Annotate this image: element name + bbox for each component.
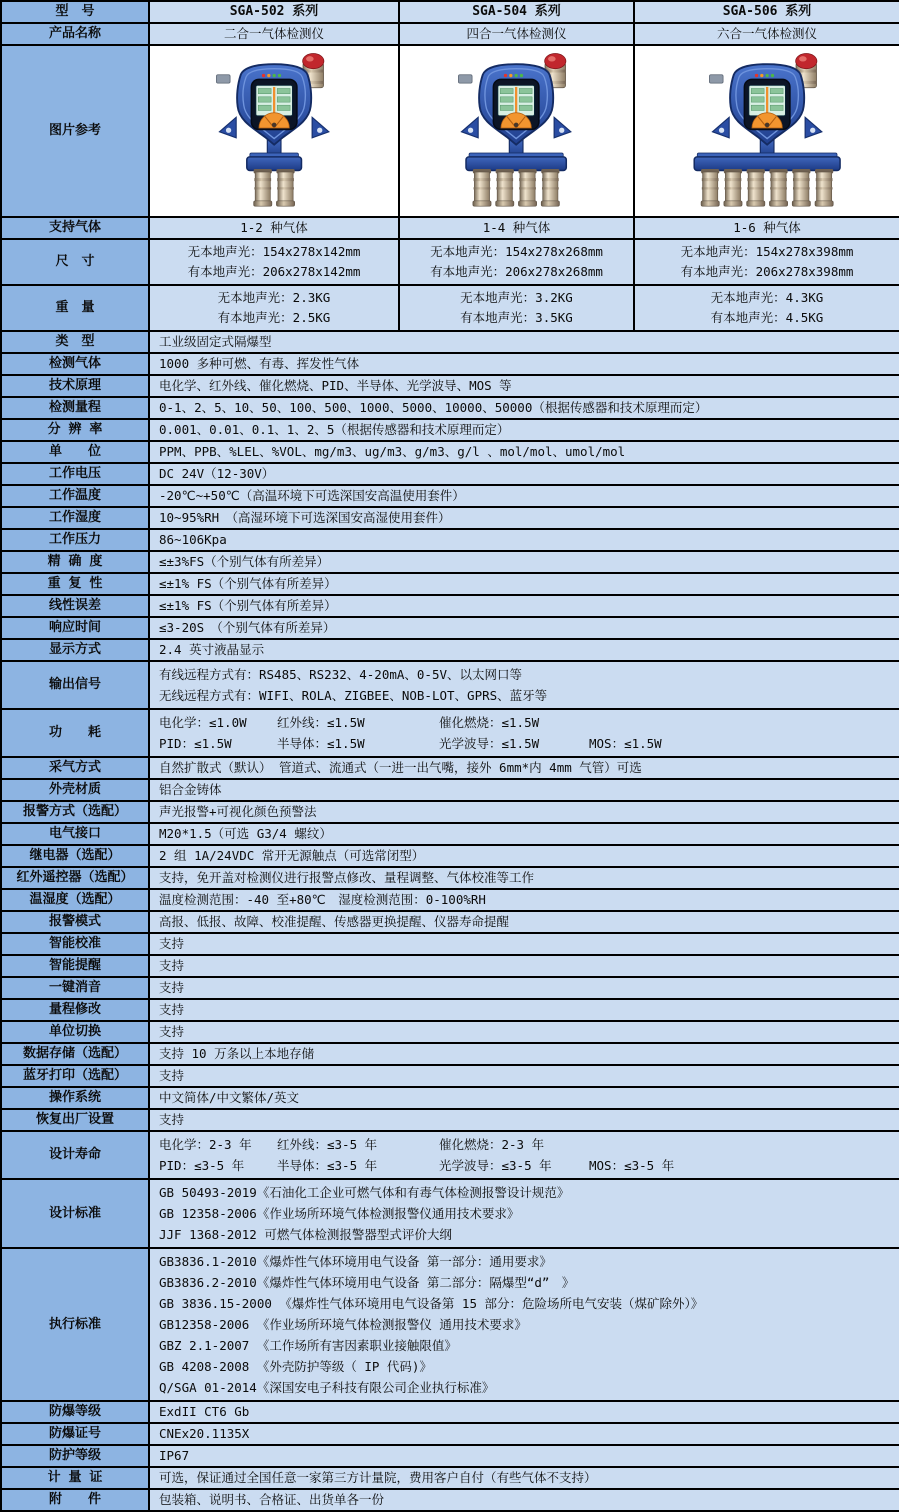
table-row	[1, 463, 899, 485]
gas-detector-illustration	[425, 52, 607, 210]
spec-value-line: 有本地声光：206x278x398mm	[680, 264, 854, 279]
spec-label-cell: 重 复 性	[1, 573, 149, 595]
spec-label-cell: 显示方式	[1, 639, 149, 661]
spec-value-cell	[634, 285, 899, 331]
spec-value-cell	[149, 1248, 899, 1401]
spec-label-cell: 防爆等级	[1, 1401, 149, 1423]
beacon-red-dome	[795, 54, 816, 69]
spec-value-line: 有线远程方式有：RS485、RS232、4-20mA、0-5V、以太网口等	[159, 667, 523, 682]
spec-value-cell	[149, 1131, 899, 1179]
spec-value-line: 无本地声光：154x278x268mm	[430, 244, 603, 259]
beacon-red-dome	[545, 54, 566, 69]
spec-value-cell: 0-1、2、5、10、50、100、500、1000、5000、10000、50000（根据传感器和技术原理而定）	[149, 397, 899, 419]
table-row	[1, 1065, 899, 1087]
spec-value-line: 有本地声光：3.5KG	[460, 310, 573, 325]
spec-label-cell: 计 量 证	[1, 1467, 149, 1489]
spec-value-cell: ExdII CT6 Gb	[149, 1401, 899, 1423]
device-image-cell	[149, 45, 399, 217]
table-row	[1, 779, 899, 801]
table-row	[1, 977, 899, 999]
spec-value-cell: ≤±3%FS（个别气体有所差异）	[149, 551, 899, 573]
spec-value-cell: ≤3-20S （个别气体有所差异）	[149, 617, 899, 639]
spec-label-cell: 尺 寸	[1, 239, 149, 285]
spec-value-segment: 电化学：≤1.0W	[159, 715, 247, 730]
spec-value-line: 无本地声光：2.3KG	[217, 290, 331, 305]
spec-label-cell: 检测量程	[1, 397, 149, 419]
led-red	[262, 74, 265, 77]
led-orange	[510, 74, 513, 77]
spec-value-cell	[149, 661, 899, 709]
side-plug	[216, 75, 230, 83]
table-row	[1, 845, 899, 867]
led-orange	[267, 74, 270, 77]
table-row	[1, 45, 899, 217]
table-row	[1, 1109, 899, 1131]
spec-value-cell: 10~95%RH （高湿环境下可选深国安高湿使用套件）	[149, 507, 899, 529]
table-row	[1, 1021, 899, 1043]
spec-value-line: GB 4208-2008 《外壳防护等级（ IP 代码)》	[159, 1359, 432, 1374]
spec-label-cell: 防护等级	[1, 1445, 149, 1467]
table-row	[1, 639, 899, 661]
spec-value-line: JJF 1368-2012 可燃气体检测报警器型式评价大纲	[159, 1227, 452, 1242]
led-red	[504, 74, 507, 77]
spec-value-line: 无本地声光：154x278x142mm	[187, 244, 361, 259]
spec-value-cell: 支持，免开盖对检测仪进行报警点修改、量程调整、气体校准等工作	[149, 867, 899, 889]
table-row	[1, 823, 899, 845]
spec-value-cell: 支持	[149, 933, 899, 955]
table-row	[1, 1087, 899, 1109]
device-image-cell	[634, 45, 899, 217]
table-row	[1, 955, 899, 977]
spec-value-line: GB12358-2006 《作业场所环境气体检测报警仪 通用技术要求》	[159, 1317, 527, 1332]
spec-label-cell: 工作温度	[1, 485, 149, 507]
spec-value-cell: SGA-502 系列	[149, 1, 399, 23]
spec-value-cell: CNEx20.1135X	[149, 1423, 899, 1445]
table-row	[1, 1, 899, 23]
table-row	[1, 889, 899, 911]
table-row	[1, 801, 899, 823]
beacon-red-dome	[302, 54, 323, 69]
table-row	[1, 285, 899, 331]
table-row	[1, 331, 899, 353]
spec-label-cell: 分 辨 率	[1, 419, 149, 441]
spec-value-cell: ≤±1% FS（个别气体有所差异）	[149, 595, 899, 617]
spec-value-line	[159, 733, 893, 754]
spec-value-segment: 红外线：≤3-5 年	[277, 1137, 378, 1152]
spec-value-line	[159, 1155, 893, 1176]
spec-table-body	[1, 1, 899, 1511]
spec-value-cell: 四合一气体检测仪	[399, 23, 634, 45]
table-row	[1, 239, 899, 285]
spec-value-line: Q/SGA 01-2014《深国安电子科技有限公司企业执行标准》	[159, 1380, 495, 1395]
led-green	[765, 74, 768, 77]
spec-label-cell: 检测气体	[1, 353, 149, 375]
spec-value-segment: PID：≤1.5W	[159, 736, 232, 751]
spec-value-line	[159, 712, 893, 733]
spec-label-cell: 智能校准	[1, 933, 149, 955]
spec-label-cell: 蓝牙打印（选配）	[1, 1065, 149, 1087]
device-image-cell	[399, 45, 634, 217]
spec-label-cell: 采气方式	[1, 757, 149, 779]
table-row	[1, 867, 899, 889]
spec-label-cell: 电气接口	[1, 823, 149, 845]
spec-label-cell: 技术原理	[1, 375, 149, 397]
spec-value-cell: 二合一气体检测仪	[149, 23, 399, 45]
table-row	[1, 353, 899, 375]
spec-value-segment: 半导体：≤1.5W	[277, 736, 365, 751]
spec-value-cell: 支持 10 万条以上本地存储	[149, 1043, 899, 1065]
spec-label-cell: 型 号	[1, 1, 149, 23]
spec-value-line: 有本地声光：206x278x268mm	[430, 264, 603, 279]
spec-value-cell: 声光报警+可视化颜色预警法	[149, 801, 899, 823]
spec-value-cell: 支持	[149, 999, 899, 1021]
spec-label-cell: 类 型	[1, 331, 149, 353]
table-row	[1, 1489, 899, 1511]
spec-value-cell: 自然扩散式（默认） 管道式、流通式（一进一出气嘴，接外 6mm*内 4mm 气管）可选	[149, 757, 899, 779]
gas-detector-illustration	[676, 52, 858, 210]
spec-label-cell: 精 确 度	[1, 551, 149, 573]
spec-value-cell: -20℃~+50℃（高温环境下可选深国安高温使用套件）	[149, 485, 899, 507]
spec-value-cell: DC 24V（12-30V）	[149, 463, 899, 485]
table-row	[1, 1043, 899, 1065]
spec-label-cell: 设计寿命	[1, 1131, 149, 1179]
spec-value-cell	[634, 239, 899, 285]
table-row	[1, 595, 899, 617]
spec-value-cell: 支持	[149, 1109, 899, 1131]
spec-value-cell: 可选，保证通过全国任意一家第三方计量院，费用客户自付（有些气体不支持）	[149, 1467, 899, 1489]
spec-label-cell: 重 量	[1, 285, 149, 331]
spec-value-cell: ≤±1% FS（个别气体有所差异）	[149, 573, 899, 595]
spec-value-line: 无本地声光：154x278x398mm	[680, 244, 854, 259]
spec-label-cell: 输出信号	[1, 661, 149, 709]
spec-value-segment: 催化燃烧：2-3 年	[439, 1137, 545, 1152]
spec-value-cell: 六合一气体检测仪	[634, 23, 899, 45]
spec-label-cell: 报警方式（选配）	[1, 801, 149, 823]
spec-value-cell	[149, 239, 399, 285]
spec-value-line: GB3836.2-2010《爆炸性气体环境用电气设备 第二部分：隔爆型“d” 》	[159, 1275, 575, 1290]
spec-value-cell: 温度检测范围：-40 至+80℃ 湿度检测范围：0-100%RH	[149, 889, 899, 911]
table-row	[1, 709, 899, 757]
spec-value-cell: SGA-504 系列	[399, 1, 634, 23]
spec-value-cell: 1-2 种气体	[149, 217, 399, 239]
spec-label-cell: 图片参考	[1, 45, 149, 217]
spec-label-cell: 智能提醒	[1, 955, 149, 977]
spec-value-cell: 2.4 英寸液晶显示	[149, 639, 899, 661]
spec-label-cell: 支持气体	[1, 217, 149, 239]
spec-value-cell: 高报、低报、故障、校准提醒、传感器更换提醒、仪器寿命提醒	[149, 911, 899, 933]
spec-value-segment: 光学波导：≤3-5 年	[439, 1158, 552, 1173]
table-row	[1, 419, 899, 441]
spec-value-line: 无本地声光：3.2KG	[460, 290, 573, 305]
sensor-manifold	[694, 157, 840, 171]
spec-value-cell: 电化学、红外线、催化燃烧、PID、半导体、光学波导、MOS 等	[149, 375, 899, 397]
spec-value-line: GBZ 2.1-2007 《工作场所有害因素职业接触限值》	[159, 1338, 457, 1353]
spec-label-cell: 工作电压	[1, 463, 149, 485]
spec-value-segment: 催化燃烧：≤1.5W	[439, 715, 540, 730]
spec-value-line: 有本地声光：2.5KG	[217, 310, 331, 325]
spec-label-cell: 报警模式	[1, 911, 149, 933]
table-row	[1, 1445, 899, 1467]
table-row	[1, 573, 899, 595]
spec-value-cell: IP67	[149, 1445, 899, 1467]
table-row	[1, 661, 899, 709]
spec-label-cell: 单位切换	[1, 1021, 149, 1043]
spec-value-segment: MOS：≤3-5 年	[589, 1158, 675, 1173]
spec-label-cell: 继电器（选配）	[1, 845, 149, 867]
spec-value-cell: 0.001、0.01、0.1、1、2、5（根据传感器和技术原理而定）	[149, 419, 899, 441]
spec-value-cell: 铝合金铸体	[149, 779, 899, 801]
table-row	[1, 999, 899, 1021]
spec-value-line: 有本地声光：4.5KG	[710, 310, 824, 325]
spec-value-segment: 光学波导：≤1.5W	[439, 736, 540, 751]
gas-detector-illustration	[183, 52, 365, 210]
table-row	[1, 933, 899, 955]
table-row	[1, 551, 899, 573]
spec-value-cell: PPM、PPB、%LEL、%VOL、mg/m3、ug/m3、g/m3、g/l 、mol/mol、umol/mol	[149, 441, 899, 463]
spec-value-segment: 电化学：2-3 年	[159, 1137, 252, 1152]
spec-label-cell: 响应时间	[1, 617, 149, 639]
table-row	[1, 1423, 899, 1445]
spec-value-segment: MOS：≤1.5W	[589, 736, 662, 751]
spec-label-cell: 执行标准	[1, 1248, 149, 1401]
spec-label-cell: 单 位	[1, 441, 149, 463]
spec-label-cell: 防爆证号	[1, 1423, 149, 1445]
spec-value-cell: 支持	[149, 1065, 899, 1087]
side-plug	[709, 75, 723, 83]
spec-value-cell: 工业级固定式隔爆型	[149, 331, 899, 353]
spec-value-line	[159, 1134, 893, 1155]
sensor-manifold	[466, 157, 566, 171]
table-row	[1, 217, 899, 239]
spec-label-cell: 工作压力	[1, 529, 149, 551]
table-row	[1, 911, 899, 933]
spec-value-cell: 86~106Kpa	[149, 529, 899, 551]
table-row	[1, 1467, 899, 1489]
table-row	[1, 375, 899, 397]
spec-label-cell: 量程修改	[1, 999, 149, 1021]
spec-value-cell	[399, 239, 634, 285]
spec-value-cell: 中文简体/中文繁体/英文	[149, 1087, 899, 1109]
spec-value-cell: 支持	[149, 977, 899, 999]
spec-value-cell: 1-4 种气体	[399, 217, 634, 239]
spec-value-cell: 包装箱、说明书、合格证、出货单各一份	[149, 1489, 899, 1511]
spec-label-cell: 线性误差	[1, 595, 149, 617]
spec-value-segment: 红外线：≤1.5W	[277, 715, 365, 730]
led-green	[515, 74, 518, 77]
sensor-manifold	[247, 157, 302, 171]
spec-value-line: 有本地声光：206x278x142mm	[187, 264, 361, 279]
table-row	[1, 441, 899, 463]
spec-label-cell: 设计标准	[1, 1179, 149, 1248]
spec-label-cell: 外壳材质	[1, 779, 149, 801]
spec-label-cell: 红外遥控器（选配）	[1, 867, 149, 889]
spec-value-cell: 1-6 种气体	[634, 217, 899, 239]
table-row	[1, 1401, 899, 1423]
spec-value-line: 无线远程方式有：WIFI、ROLA、ZIGBEE、NOB-LOT、GPRS、蓝牙等	[159, 688, 548, 703]
spec-value-line: GB3836.1-2010《爆炸性气体环境用电气设备 第一部分：通用要求》	[159, 1254, 552, 1269]
spec-value-line: GB 3836.15-2000 《爆炸性气体环境用电气设备第 15 部分：危险场所电气安装（煤矿除外）》	[159, 1296, 704, 1311]
spec-value-cell	[149, 1179, 899, 1248]
table-row	[1, 397, 899, 419]
spec-value-cell	[149, 285, 399, 331]
spec-value-line: GB 50493-2019《石油化工企业可燃气体和有毒气体检测报警设计规范》	[159, 1185, 570, 1200]
table-row	[1, 507, 899, 529]
spec-value-cell	[399, 285, 634, 331]
table-row	[1, 1179, 899, 1248]
spec-value-cell: 支持	[149, 1021, 899, 1043]
table-row	[1, 485, 899, 507]
spec-label-cell: 功 耗	[1, 709, 149, 757]
spec-value-segment: 半导体：≤3-5 年	[277, 1158, 378, 1173]
spec-label-cell: 操作系统	[1, 1087, 149, 1109]
spec-value-line: GB 12358-2006《作业场所环境气体检测报警仪通用技术要求》	[159, 1206, 520, 1221]
spec-value-cell	[149, 709, 899, 757]
table-row	[1, 23, 899, 45]
spec-value-cell: 支持	[149, 955, 899, 977]
spec-value-segment: PID：≤3-5 年	[159, 1158, 245, 1173]
led-red	[755, 74, 758, 77]
side-plug	[459, 75, 473, 83]
spec-label-cell: 温湿度（选配）	[1, 889, 149, 911]
spec-label-cell: 工作湿度	[1, 507, 149, 529]
table-row	[1, 1248, 899, 1401]
spec-value-cell: 1000 多种可燃、有毒、挥发性气体	[149, 353, 899, 375]
spec-value-cell: M20*1.5（可选 G3/4 螺纹）	[149, 823, 899, 845]
spec-label-cell: 数据存储（选配）	[1, 1043, 149, 1065]
spec-value-cell: 2 组 1A/24VDC 常开无源触点（可选常闭型）	[149, 845, 899, 867]
spec-label-cell: 附 件	[1, 1489, 149, 1511]
led-green	[272, 74, 275, 77]
led-orange	[760, 74, 763, 77]
spec-value-line: 无本地声光：4.3KG	[710, 290, 824, 305]
table-row	[1, 1131, 899, 1179]
table-row	[1, 757, 899, 779]
table-row	[1, 617, 899, 639]
spec-label-cell: 产品名称	[1, 23, 149, 45]
spec-value-cell: SGA-506 系列	[634, 1, 899, 23]
table-row	[1, 529, 899, 551]
spec-label-cell: 一键消音	[1, 977, 149, 999]
spec-label-cell: 恢复出厂设置	[1, 1109, 149, 1131]
